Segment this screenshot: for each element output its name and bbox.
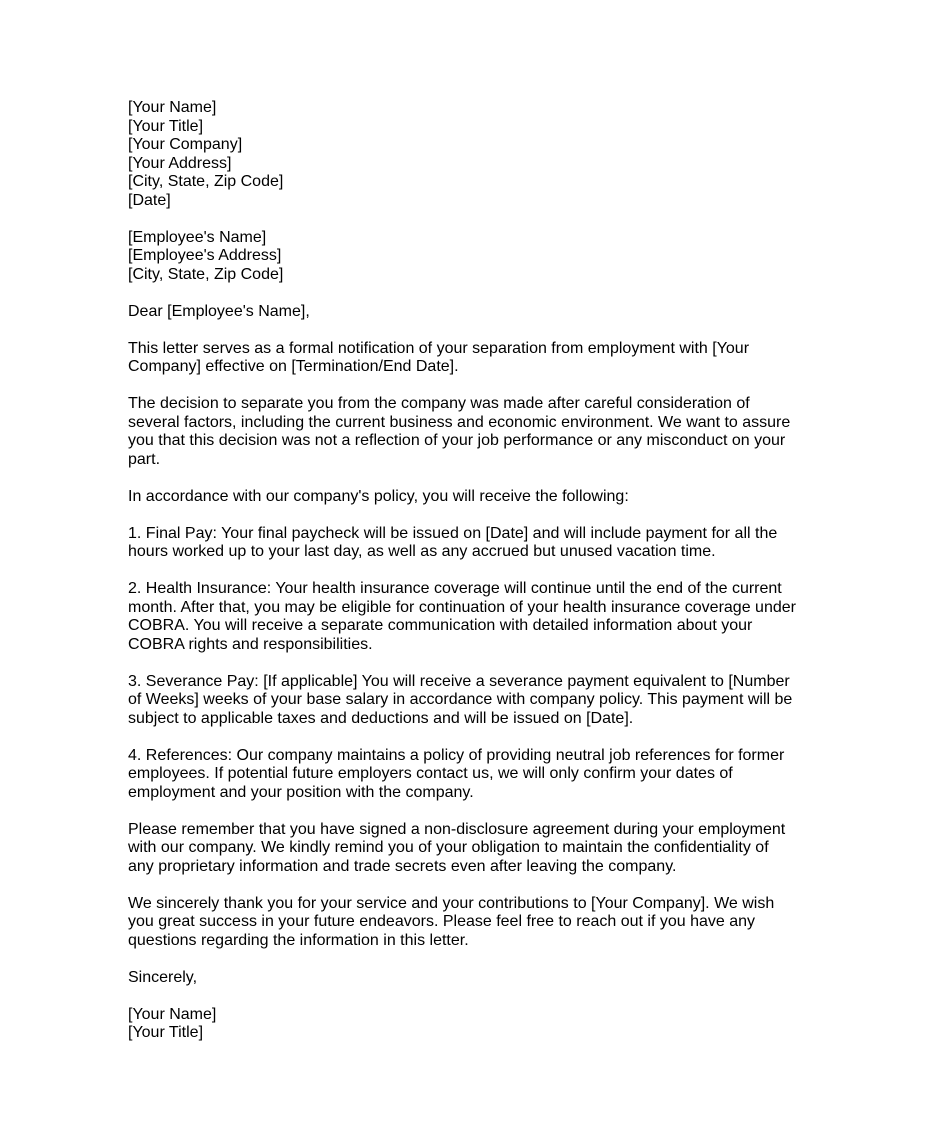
- recipient-address: [Employee's Address]: [128, 247, 282, 264]
- sender-title: [Your Title]: [128, 117, 204, 135]
- closing: Sincerely,: [128, 968, 198, 986]
- sender-city-state-zip: [City, State, Zip Code]: [128, 173, 284, 190]
- paragraph-final-pay: 1. Final Pay: Your final paycheck will be issued on [Date] and will include payment for all the hours worked up to your last day, as well as any accrued but unused vacation time.: [128, 524, 778, 560]
- paragraph-severance-pay: 3. Severance Pay: [If applicable] You will receive a severance payment equivalent to [Number of Weeks] weeks of your base salary in accordance with company policy. This payment will be subject to applicable taxes and deductions and will be issued on [Date].: [128, 672, 793, 727]
- letter-date: [Date]: [128, 191, 171, 209]
- paragraph-nda: Please remember that you have signed a non-disclosure agreement during your employment with our company. We kindly remind you of your obligation to maintain the confidentiality of any proprietary information and trade secrets even after leaving the company.: [128, 820, 786, 875]
- sender-block: [128, 99, 818, 210]
- paragraph-policy-intro: In accordance with our company's policy, you will receive the following:: [128, 487, 629, 505]
- sender-address: [Your Address]: [128, 154, 232, 172]
- sender-name: [Your Name]: [128, 99, 217, 116]
- recipient-name: [Employee's Name]: [128, 228, 267, 246]
- paragraph-notification: This letter serves as a formal notification of your separation from employment with [Your Company] effective on [Termination/End Date].: [128, 339, 750, 375]
- letter-document: [128, 99, 818, 1043]
- recipient-city-state-zip: [City, State, Zip Code]: [128, 265, 284, 283]
- signature-name: [Your Name]: [128, 1005, 217, 1023]
- paragraph-decision: The decision to separate you from the company was made after careful consideration of several factors, including the current business and economic environment. We want to assure you that this decision was not a reflection of your job performance or any misconduct on your part.: [128, 395, 791, 468]
- paragraph-references: 4. References: Our company maintains a policy of providing neutral job references for former employees. If potential future employers contact us, we will only confirm your dates of employment and your position with the company.: [128, 746, 785, 801]
- sender-company: [Your Company]: [128, 136, 243, 153]
- signature-title: [Your Title]: [128, 1024, 204, 1041]
- signature-block: [128, 1006, 818, 1043]
- paragraph-health-insurance: 2. Health Insurance: Your health insurance coverage will continue until the end of the current month. After that, you may be eligible for continuation of your health insurance coverage under COBRA. You will receive a separate communication with detailed information about your COBRA rights and responsibilities.: [128, 580, 796, 653]
- salutation: Dear [Employee's Name],: [128, 302, 310, 320]
- paragraph-thanks: We sincerely thank you for your service and your contributions to [Your Company]. We wish you great success in your future endeavors. Please feel free to reach out if you have any questions regarding the information in this letter.: [128, 894, 775, 949]
- recipient-block: [128, 229, 818, 285]
